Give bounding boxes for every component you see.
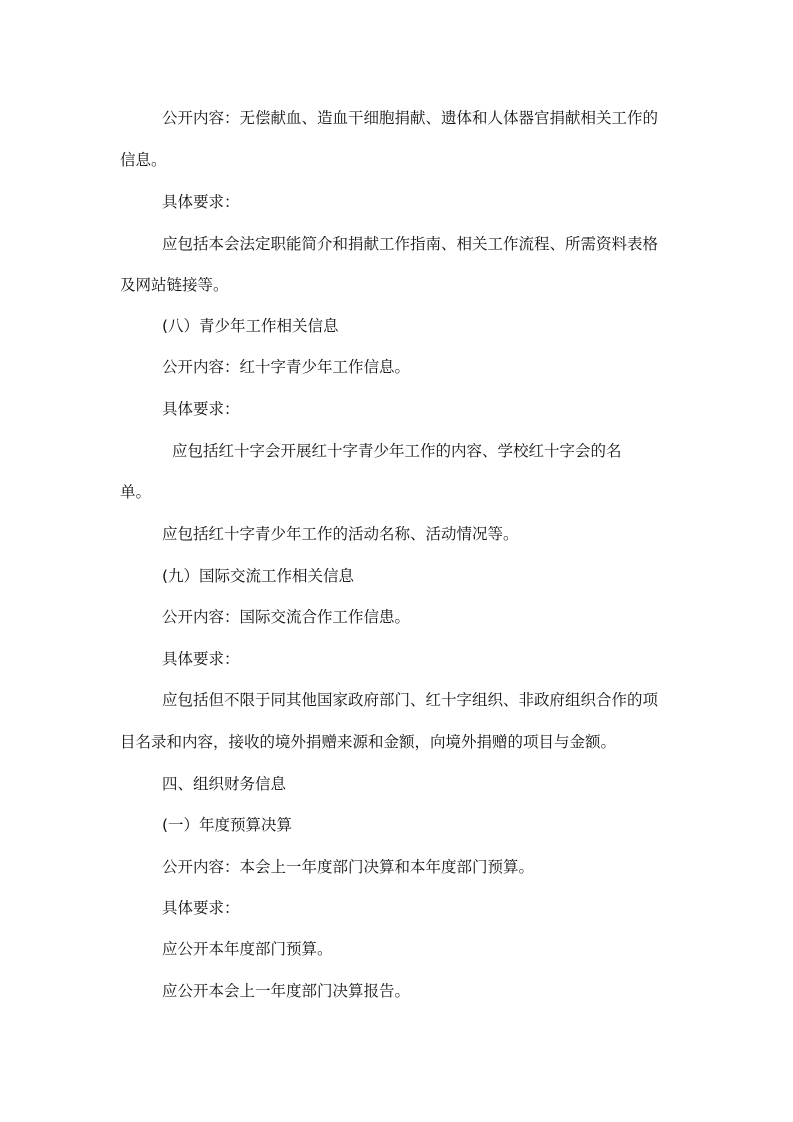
paragraph-line-20: 具体要求： <box>162 899 240 917</box>
section-heading-4: 四、组织财务信息 <box>162 775 287 793</box>
paragraph-line-8: 具体要求： <box>162 400 240 418</box>
paragraph-line-22: 应公开本会上一年度部门决算报告。 <box>162 982 411 1000</box>
paragraph-line-13: 公开内容：国际交流合作工作信患。 <box>162 608 411 626</box>
paragraph-line-7: 公开内容：红十字青少年工作信息。 <box>162 358 411 376</box>
paragraph-line-10: 单。 <box>120 483 152 501</box>
paragraph-line-21: 应公开本年度部门预算。 <box>162 940 333 958</box>
paragraph-line-14: 具体要求： <box>162 650 240 668</box>
paragraph-line-2: 信息。 <box>120 151 167 169</box>
paragraph-line-11: 应包括红十字青少年工作的活动名称、活动情况等。 <box>162 525 519 543</box>
paragraph-line-15: 应包括但不限于同其他国家政府部门、红十字组织、非政府组织合作的项 <box>162 691 659 709</box>
section-heading-8: (八）青少年工作相关信息 <box>162 317 339 335</box>
paragraph-line-5: 及网站链接等。 <box>120 276 229 294</box>
section-heading-9: (九）国际交流工作相关信息 <box>162 567 355 585</box>
paragraph-line-3: 具体要求： <box>162 193 240 211</box>
paragraph-line-4: 应包括本会法定职能简介和捐献工作指南、相关工作流程、所需资料表格 <box>162 235 659 253</box>
paragraph-line-19: 公开内容：本会上一年度部门决算和本年度部门预算。 <box>162 858 535 876</box>
paragraph-line-9: 应包括红十字会开展红十字青少年工作的内容、学校红十字会的名 <box>172 442 622 460</box>
section-heading-1: (一）年度预算决算 <box>162 816 293 834</box>
paragraph-line-1: 公开内容：无偿献血、造血干细胞捐献、遗体和人体器官捐献相关工作的 <box>162 109 659 127</box>
paragraph-line-16: 目名录和内容，接收的境外捐赠来源和金额，向境外捐赠的项目与金额。 <box>120 733 617 751</box>
